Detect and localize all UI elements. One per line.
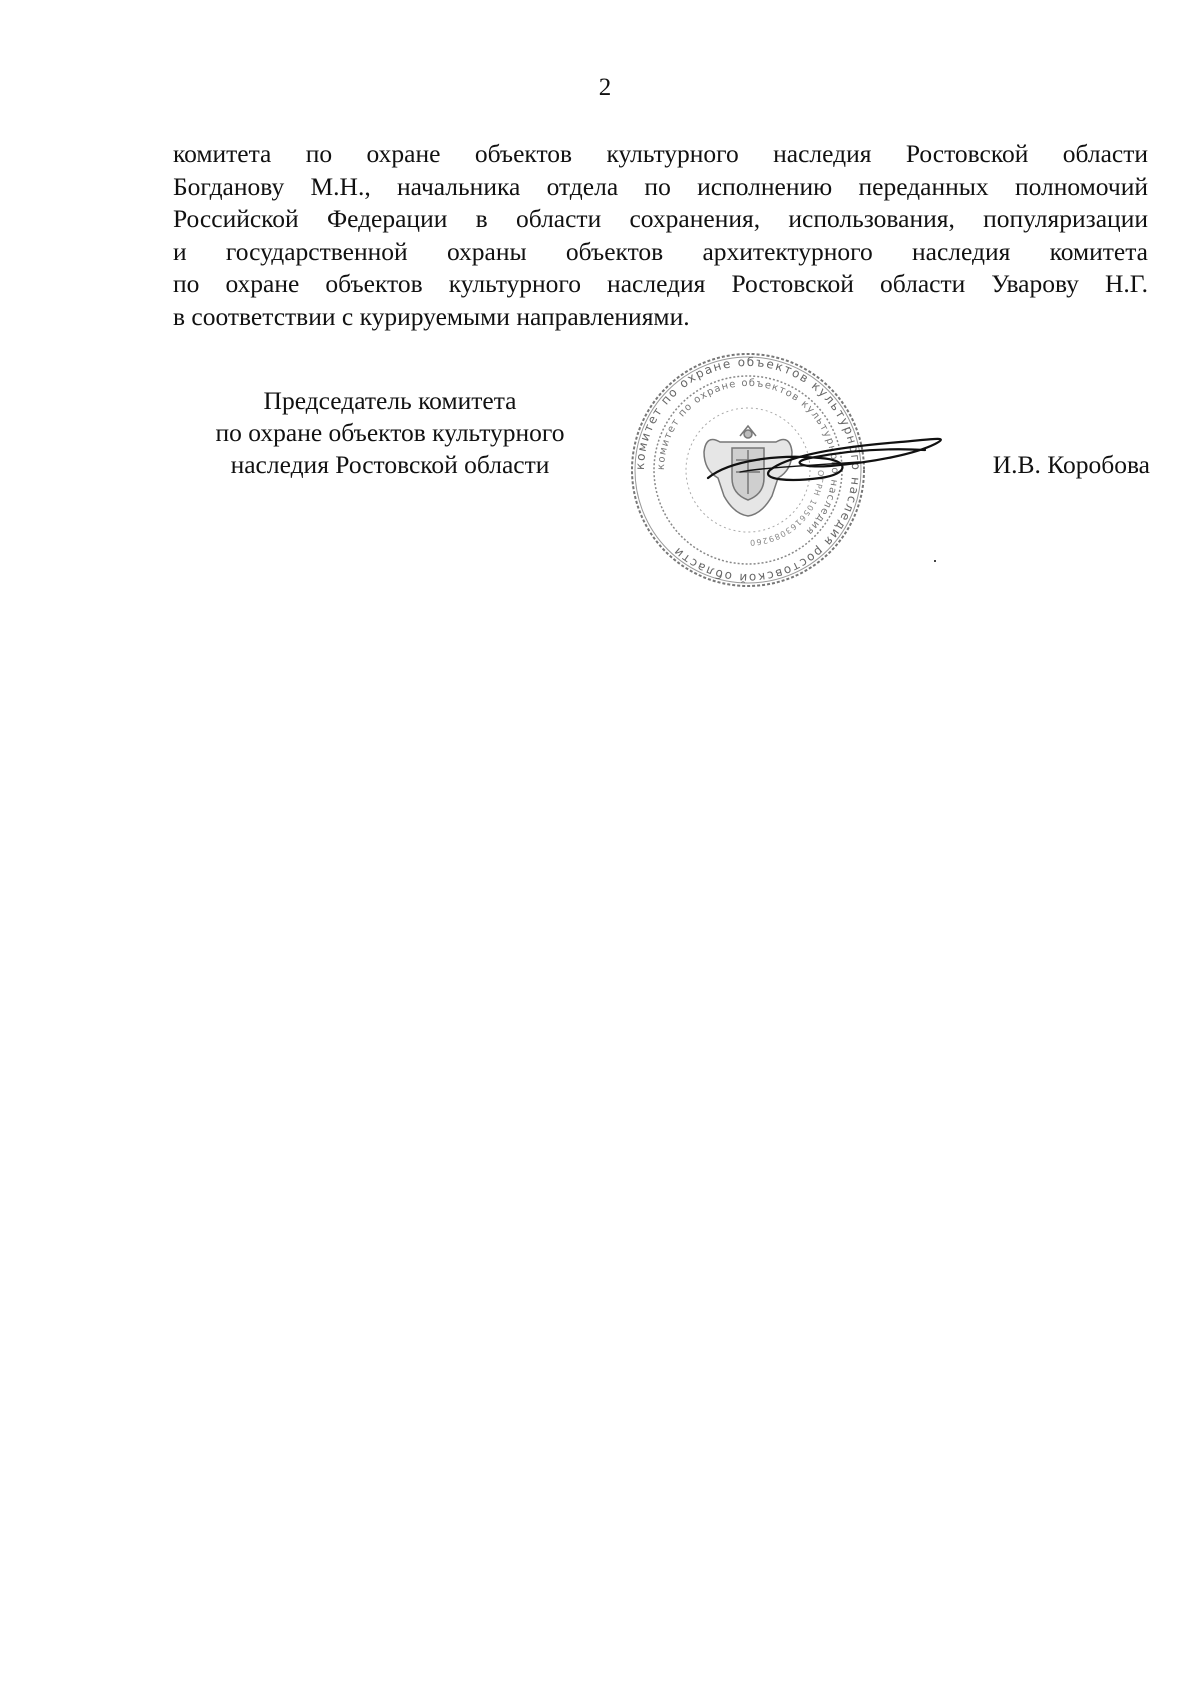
body-line: в соответствии с курируемыми направлениями. xyxy=(173,301,690,331)
scan-speck xyxy=(934,560,936,562)
seal-inner-text: комитет по охране объектов культурного наследия xyxy=(655,377,841,538)
body-line: комитета по охране объектов культурного наследия Ростовской области xyxy=(173,139,1148,168)
seal-outer-text: комитет по охране объектов культурного наследия ростовской области xyxy=(632,354,864,586)
body-line: по охране объектов культурного наследия Ростовской области Уварову Н.Г. xyxy=(173,269,1148,299)
signatory-title-line: наследия Ростовской области xyxy=(230,450,550,479)
seal-id-text: ОГРН 1056163089260 xyxy=(748,469,826,548)
handwritten-signature xyxy=(700,420,960,500)
signatory-title-line: по охране объектов культурного xyxy=(215,418,565,447)
signatory-title-line: Председатель комитета xyxy=(263,386,517,415)
body-line: Российской Федерации в области сохранения, использования, популяризации xyxy=(173,204,1148,234)
body-line: и государственной охраны объектов архитектурного наследия комитета xyxy=(173,236,1148,266)
body-line: Богданову М.Н., начальника отдела по исполнению переданных полномочий xyxy=(173,171,1148,201)
body-paragraph xyxy=(173,138,1148,334)
signatory-title xyxy=(170,385,610,481)
page-number: 2 xyxy=(598,74,612,101)
signatory-name: И.В. Коробова xyxy=(992,450,1150,479)
